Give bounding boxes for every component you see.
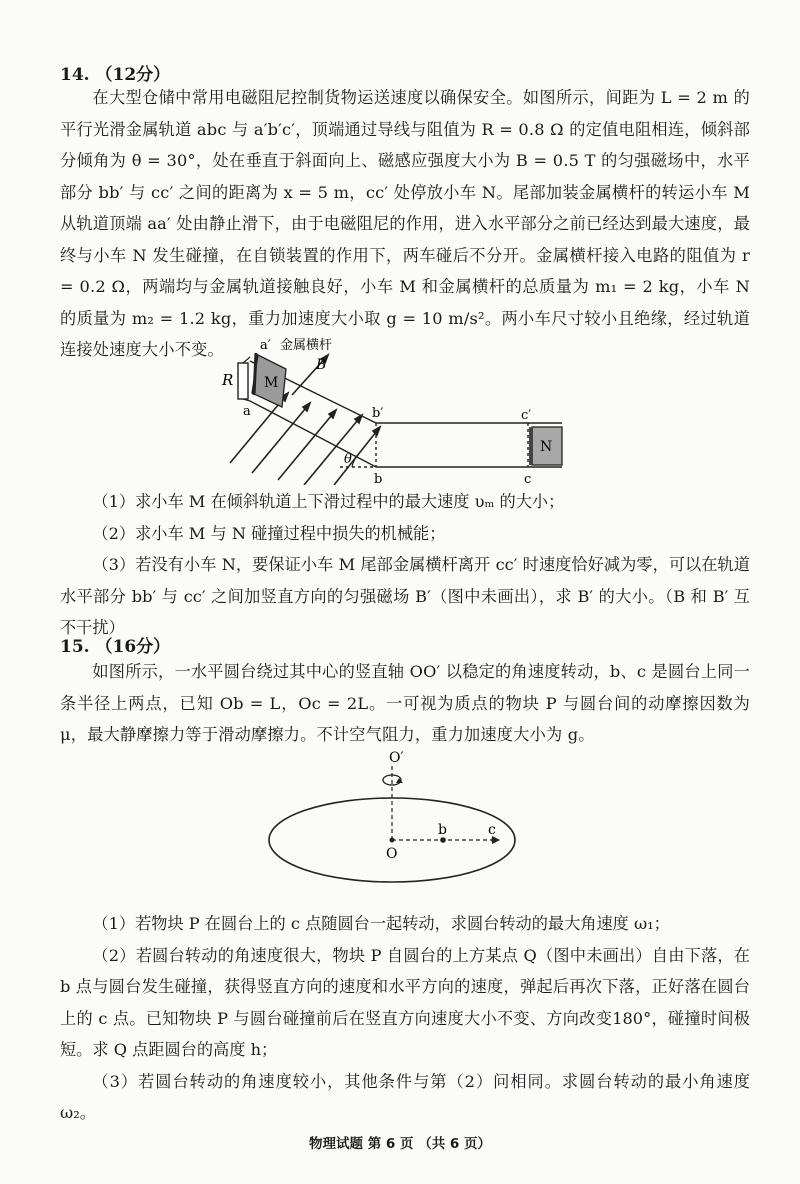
resistor-R [221,357,250,401]
q14-subquestions [60,486,750,644]
q15-intro-text: 如图所示，一水平圆台绕过其中心的竖直轴 OO′ 以稳定的角速度转动，b、c 是圆台上同一条半径上两点，已知 Ob = L，Oc = 2L。一可视为质点的物块 P 与圆台间的动摩擦因数为 μ，最大静摩擦力等于滑动摩擦力。不计空气阻力，重力加速度大小为 g。 [60,662,750,744]
magnetic-field-lines [230,355,383,485]
q15-intro [60,656,750,751]
q14-sub3: （3）若没有小车 N，要保证小车 M 尾部金属横杆离开 cc′ 时速度恰好减为零，可以在轨道水平部分 bb′ 与 cc′ 之间加竖直方向的匀强磁场 B′（图中未画出），求 B′ 的大小。（B 和 B′ 互不干扰） [60,555,750,637]
q14-intro [60,82,750,366]
label-M: M [264,375,279,391]
label-c-top: c′ [521,408,532,423]
label-metal-bar: 金属横杆 [280,338,333,353]
label-b: b [374,472,383,485]
q15-subquestions [60,908,750,1129]
rotation-arrow-icon [383,775,403,785]
horizontal-track [340,423,562,467]
label-c: c [488,822,496,838]
q14-sub1: （1）求小车 M 在倾斜轨道上下滑过程中的最大速度 υₘ 的大小； [92,492,565,511]
q15-sub1: （1）若物块 P 在圆台上的 c 点随圆台一起转动，求圆台转动的最大角速度 ω₁； [92,914,670,933]
q15-figure [262,748,522,898]
cart-N [529,427,562,465]
q14-figure [200,335,600,485]
q15-sub2: （2）若圆台转动的角速度很大，物块 P 自圆台的上方某点 Q（图中未画出）自由下落，在 b 点与圆台发生碰撞，获得竖直方向的速度和水平方向的速度，弹起后再次下落，正好落在圆台上的 c 点。已知物块 P 与圆台碰撞前后在竖直方向速度大小不变、方向改变180°，碰撞时间极短。求 Q 点距圆台的高度 h； [60,945,750,1059]
cart-M [252,353,286,407]
label-N: N [540,439,553,455]
q14-header: 14. （12分） [60,65,171,85]
q15-header: 15. （16分） [60,637,171,657]
label-a: a [243,404,251,419]
label-a-top: a′ [260,338,271,353]
page-footer: 物理试题 第 6 页 （共 6 页） [309,1136,491,1152]
label-R: R [222,371,234,389]
q14-intro-text: 在大型仓储中常用电磁阻尼控制货物运送速度以确保安全。如图所示，间距为 L = 2 m 的平行光滑金属轨道 abc 与 a′b′c′，顶端通过导线与阻值为 R = 0.8 Ω 的定值电阻相连，倾斜部分倾角为 θ = 30°，处在垂直于斜面向上、磁感应强度大小为 B = 0.5 T 的匀强磁场中，水平部分 bb′ 与 cc′ 之间的距离为 x = 5 m，cc′ 处停放小车 N。尾部加装金属横杆的转运小车 M 从轨道顶端 aa′ 处由静止滑下，由于电磁阻尼的作用，进入水平部分之前已经达到最大速度，最终与小车 N 发生碰撞，在自锁装置的作用下，两车碰后不分开。金属横杆接入电路的阻值为 r = 0.2 Ω，两端均与金属轨道接触良好，小车 M 和金属横杆的总质量为 m₁ = 2 kg，小车 N 的质量为 m₂ = 1.2 kg，重力加速度大小取 g = 10 m/s²。两小车尺寸较小且绝缘，经过轨道连接处速度大小不变。 [60,88,750,359]
label-c: c [524,472,532,485]
label-b-top: b′ [372,406,384,421]
label-B: B [316,357,327,373]
q14-sub2: （2）求小车 M 与 N 碰撞过程中损失的机械能； [92,523,446,543]
label-b: b [438,822,447,838]
label-theta: θ [344,452,352,467]
q15-sub3: （3）若圆台转动的角速度较小，其他条件与第（2）问相同。求圆台转动的最小角速度 ω₂。 [60,1071,750,1122]
label-O: O [386,846,398,862]
label-O-top: O′ [389,750,404,766]
